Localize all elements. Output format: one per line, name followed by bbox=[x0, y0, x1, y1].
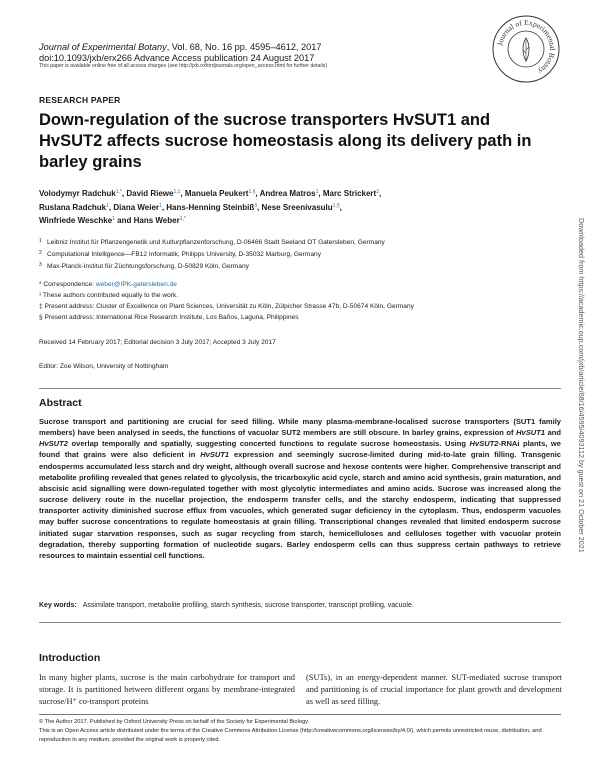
doi-line: doi:10.1093/jxb/erx266 Advance Access publication 24 August 2017 bbox=[39, 52, 315, 63]
received-dates: Received 14 February 2017; Editorial decision 3 July 2017; Accepted 3 July 2017 bbox=[39, 339, 276, 346]
author-list bbox=[39, 187, 559, 228]
journal-header bbox=[39, 42, 327, 70]
keywords bbox=[39, 602, 561, 609]
footer bbox=[39, 718, 561, 744]
section-label: RESEARCH PAPER bbox=[39, 95, 121, 105]
paper-title: Down-regulation of the sucrose transporters HvSUT1 and HvSUT2 affects sucrose homeostasis along its delivery path in barley grains bbox=[39, 111, 532, 171]
author-name: Winfriede Weschke bbox=[39, 216, 113, 225]
intro-column-right: (SUTs), in an energy-dependent manner. SUT-mediated sucrose transport and partitioning is of crucial importance for plant growth and development as well as seed filling. bbox=[306, 673, 562, 706]
author-name: Volodymyr Radchuk bbox=[39, 189, 116, 198]
author-name: Nese Sreenivasulu bbox=[261, 202, 333, 212]
abstract-text: Sucrose transport and partitioning are crucial for seed filling. While many plasma-membrane-localised sucrose transporters (SUT1 family members) have been analysed in seeds, the functions of vacuolar SUT2 members are still obscure. In barley grains, expression of HvSUT1 and HvSUT2 overlap temporally and spatially, suggesting concerted functions to regulate sucrose homeostasis. Using HvSUT2-RNAi plants, we found that grains were also deficient in HvSUT1 expression and seemingly sucrose-limited during mid-to-late grain filling. Transgenic endosperms accumulated less starch and dry weight, although overall sucrose and hexose contents were higher. Comprehensive transcript and metabolite profiling revealed that genes related to glycolysis, the tricarboxylic acid cycle, starch and amino acid synthesis, grain maturation, and abscisic acid signalling were down-regulated together with most glycolytic intermediates and amino acids. Sucrose was increased along the sucrose delivery route in the nucellar projection, the endosperm transfer cells, and the starchy endosperm, indicating that suppressed transporter activity diminished sucrose efflux from vacuoles, which generated sugar deficiency in the cytoplasm. Thus, endosperm vacuoles may buffer sucrose concentrations to regulate homeostasis at grain filling. Transcriptional changes revealed that limited endosperm sucrose initiated sugar starvation responses, such as sugar recycling from starch, hemicelluloses and celluloses together with vacuolar protein degradation, thereby supporting formation of nucleotide sugars. Barley endosperm cells can thus suppress certain pathways to retrieve resources to maintain essential cell functions. bbox=[39, 417, 562, 560]
open-access-note: This paper is available online free of all access charges (see http://jxb.oxfordjournals.org/open_access.html for further details) bbox=[39, 63, 328, 69]
footer-divider bbox=[39, 714, 561, 715]
author-name: David Riewe bbox=[126, 189, 174, 198]
author-separator: , bbox=[121, 189, 127, 198]
present-address-note: § Present address: International Rice Research Institute, Los Baños, Laguna, Philippines bbox=[39, 314, 299, 321]
author-affiliation-mark: 1,§ bbox=[248, 189, 256, 195]
seal-text: Journal of Experimental Botany bbox=[495, 17, 558, 76]
correspondence-email-link[interactable]: weber@IPK-gatersleben.de bbox=[95, 281, 177, 288]
keywords-list: Assimilate transport, metabolite profiling, starch synthesis, sucrose transporter, transcript profiling, vacuole. bbox=[82, 602, 414, 609]
affiliation-item: 1 Leibniz Institut für Pflanzengenetik und Kulturpflanzenforschung, D-06466 Stadt Seeland OT Gatersleben, Germany bbox=[39, 238, 385, 246]
intro-column-left: In many higher plants, sucrose is the main carbohydrate for transport and storage. It is partitioned between different organs by membrane-integrated sucrose/H⁺ co-transport proteins bbox=[39, 673, 295, 706]
author-name: Hans Weber bbox=[133, 216, 180, 225]
affiliations bbox=[39, 236, 559, 272]
license-line: This is an Open Access article distributed under the terms of the Creative Commons Attribution License (http://creativecommons.org/licenses/by/4.0/), which permits unrestricted reuse, distribution, and reproduction in any medium, provided the original work is properly cited. bbox=[39, 727, 542, 743]
download-note: Downloaded from https://academic.oup.com/jxb/article/68/16/4595/4093112 by guest on 21 October 2021 bbox=[577, 218, 586, 553]
author-notes: * Correspondence: weber@IPK-gatersleben.de ¹ These authors contributed equally to the work. ‡ Present address: Cluster of Excellence on Plant Sciences, Universität zu Köln, Zülpicher Strasse 47b, D-50674 Köln, Germany § Present address: International Rice Research Institute, Los Baños, Laguna, Philippines bbox=[39, 279, 559, 323]
author-separator: , bbox=[378, 189, 382, 198]
author-separator: , bbox=[108, 202, 114, 212]
author-separator: , bbox=[318, 189, 323, 198]
author-separator: , bbox=[257, 202, 262, 212]
keywords-label: Key words: bbox=[39, 602, 77, 609]
abstract-heading: Abstract bbox=[39, 397, 82, 409]
author-separator: , bbox=[180, 189, 185, 198]
author-affiliation-mark: 1 bbox=[112, 216, 115, 222]
journal-citation: , Vol. 68, No. 16 pp. 4595–4612, 2017 bbox=[166, 42, 322, 52]
author-separator: and bbox=[114, 216, 134, 225]
present-address-note: ‡ Present address: Cluster of Excellence on Plant Sciences, Universität zu Köln, Zülpicher Strasse 47b, D-50674 Köln, Germany bbox=[39, 303, 414, 310]
author-affiliation-mark: 1 bbox=[315, 189, 319, 195]
author-separator: , bbox=[255, 189, 260, 198]
author-affiliation-mark: 2 bbox=[376, 189, 379, 195]
editor-line: Editor: Zoe Wilson, University of Nottingham bbox=[39, 363, 169, 370]
author-affiliation-mark: 1,‡ bbox=[173, 189, 181, 195]
author-name: Manuela Peukert bbox=[184, 189, 249, 198]
journal-seal-logo bbox=[491, 14, 561, 84]
author-affiliation-mark: 1,§ bbox=[332, 202, 340, 209]
author-separator: , bbox=[161, 202, 167, 212]
copyright-line: © The Author 2017. Published by Oxford University Press on behalf of the Society for Experimental Biology. bbox=[39, 719, 310, 725]
author-affiliation-mark: 1,* bbox=[179, 216, 186, 222]
author-name: Marc Strickert bbox=[322, 189, 377, 198]
journal-name: Journal of Experimental Botany bbox=[39, 42, 167, 52]
introduction-heading: Introduction bbox=[39, 652, 101, 664]
author-affiliation-mark: 1,* bbox=[115, 189, 122, 195]
author-name: Ruslana Radchuk bbox=[39, 202, 107, 212]
affiliation-item: 2 Computational Intelligence—FB12 Informatik, Philipps University, D-35032 Marburg, Germany bbox=[39, 250, 322, 258]
author-separator: , bbox=[339, 202, 342, 212]
equal-contribution-note: ¹ These authors contributed equally to the work. bbox=[39, 292, 179, 299]
author-name: Andrea Matros bbox=[259, 189, 316, 198]
author-affiliation-mark: 1 bbox=[106, 202, 109, 209]
affiliation-item: 3 Max-Planck-Institut für Züchtungsforschung, D-50829 Köln, Germany bbox=[39, 262, 249, 270]
author-name: Diana Weier bbox=[113, 202, 160, 212]
author-affiliation-mark: 3 bbox=[254, 202, 258, 209]
author-name: Hans-Henning Steinbiß bbox=[166, 202, 255, 212]
author-affiliation-mark: 1 bbox=[159, 202, 162, 209]
